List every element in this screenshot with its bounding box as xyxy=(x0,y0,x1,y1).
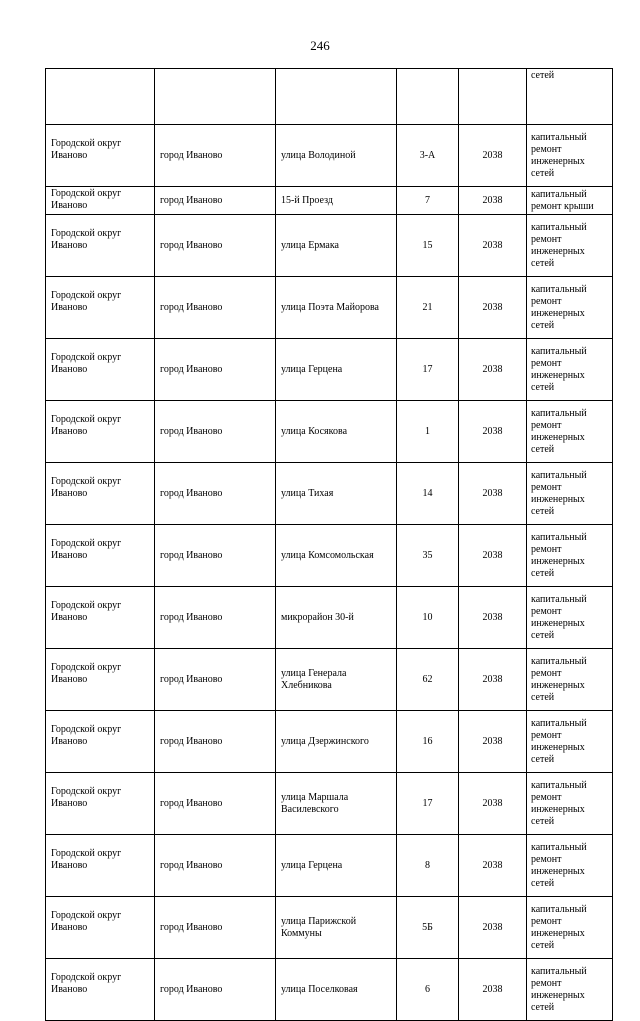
cell-city: город Иваново xyxy=(155,525,276,587)
cell-work: капитальный ремонт инженерных сетей xyxy=(527,339,613,401)
cell-region: Городской округ Иваново xyxy=(46,525,155,587)
cell-region: Городской округ Иваново xyxy=(46,897,155,959)
cell-year: 2038 xyxy=(459,401,527,463)
cell-house: 15 xyxy=(397,215,459,277)
table-row xyxy=(46,277,613,339)
cell-city: город Иваново xyxy=(155,463,276,525)
cell-region: Городской округ Иваново xyxy=(46,649,155,711)
cell-street: улица Генерала Хлебникова xyxy=(276,649,397,711)
cell-street: улица Герцена xyxy=(276,339,397,401)
cell-city: город Иваново xyxy=(155,897,276,959)
cell-year: 2038 xyxy=(459,463,527,525)
cell-region: Городской округ Иваново xyxy=(46,401,155,463)
cell-region: Городской округ Иваново xyxy=(46,587,155,649)
table-row xyxy=(46,711,613,773)
cell-city: город Иваново xyxy=(155,835,276,897)
cell-region: Городской округ Иваново xyxy=(46,711,155,773)
cell-year: 2038 xyxy=(459,277,527,339)
cell-street: улица Володиной xyxy=(276,125,397,187)
cell-house: 7 xyxy=(397,187,459,215)
cell-city: город Иваново xyxy=(155,959,276,1021)
cell-house: 16 xyxy=(397,711,459,773)
cell-house: 10 xyxy=(397,587,459,649)
cell-region: Городской округ Иваново xyxy=(46,339,155,401)
cell-year: 2038 xyxy=(459,897,527,959)
cell-city: город Иваново xyxy=(155,125,276,187)
cell-house: 17 xyxy=(397,339,459,401)
cell-work: капитальный ремонт инженерных сетей xyxy=(527,401,613,463)
cell-street xyxy=(276,69,397,125)
cell-work: капитальный ремонт инженерных сетей xyxy=(527,711,613,773)
table-row xyxy=(46,187,613,215)
cell-street: улица Комсомольская xyxy=(276,525,397,587)
cell-work: сетей xyxy=(527,69,613,125)
cell-work: капитальный ремонт инженерных сетей xyxy=(527,773,613,835)
cell-city: город Иваново xyxy=(155,401,276,463)
cell-house: 21 xyxy=(397,277,459,339)
cell-street: улица Парижской Коммуны xyxy=(276,897,397,959)
cell-city: город Иваново xyxy=(155,649,276,711)
cell-house: 3-А xyxy=(397,125,459,187)
cell-year: 2038 xyxy=(459,125,527,187)
cell-year: 2038 xyxy=(459,525,527,587)
cell-street: улица Косякова xyxy=(276,401,397,463)
page-number: 246 xyxy=(310,38,330,53)
cell-city: город Иваново xyxy=(155,711,276,773)
cell-year: 2038 xyxy=(459,187,527,215)
cell-house: 35 xyxy=(397,525,459,587)
cell-work: капитальный ремонт инженерных сетей xyxy=(527,125,613,187)
cell-year: 2038 xyxy=(459,959,527,1021)
cell-year xyxy=(459,69,527,125)
cell-year: 2038 xyxy=(459,835,527,897)
cell-region: Городской округ Иваново xyxy=(46,835,155,897)
cell-region: Городской округ Иваново xyxy=(46,959,155,1021)
registry-table-body xyxy=(46,69,613,1021)
cell-street: 15-й Проезд xyxy=(276,187,397,215)
cell-work: капитальный ремонт инженерных сетей xyxy=(527,277,613,339)
cell-city: город Иваново xyxy=(155,773,276,835)
table-row xyxy=(46,835,613,897)
registry-table xyxy=(45,68,613,1021)
cell-city: город Иваново xyxy=(155,215,276,277)
cell-city: город Иваново xyxy=(155,187,276,215)
cell-work: капитальный ремонт инженерных сетей xyxy=(527,215,613,277)
table-row xyxy=(46,525,613,587)
cell-city: город Иваново xyxy=(155,277,276,339)
cell-year: 2038 xyxy=(459,339,527,401)
table-row xyxy=(46,897,613,959)
cell-region: Городской округ Иваново xyxy=(46,125,155,187)
cell-work: капитальный ремонт инженерных сетей xyxy=(527,587,613,649)
cell-work: капитальный ремонт инженерных сетей xyxy=(527,649,613,711)
cell-region: Городской округ Иваново xyxy=(46,773,155,835)
table-row xyxy=(46,773,613,835)
cell-city xyxy=(155,69,276,125)
table-row xyxy=(46,215,613,277)
table-row xyxy=(46,587,613,649)
cell-region: Городской округ Иваново xyxy=(46,187,155,215)
cell-region: Городской округ Иваново xyxy=(46,215,155,277)
cell-year: 2038 xyxy=(459,711,527,773)
cell-work: капитальный ремонт инженерных сетей xyxy=(527,463,613,525)
cell-year: 2038 xyxy=(459,587,527,649)
cell-region: Городской округ Иваново xyxy=(46,277,155,339)
cell-city: город Иваново xyxy=(155,587,276,649)
cell-street: улица Поселковая xyxy=(276,959,397,1021)
cell-region xyxy=(46,69,155,125)
cell-work: капитальный ремонт крыши xyxy=(527,187,613,215)
table-row xyxy=(46,125,613,187)
cell-work: капитальный ремонт инженерных сетей xyxy=(527,835,613,897)
cell-year: 2038 xyxy=(459,773,527,835)
cell-year: 2038 xyxy=(459,215,527,277)
cell-work: капитальный ремонт инженерных сетей xyxy=(527,959,613,1021)
cell-house: 5Б xyxy=(397,897,459,959)
cell-street: улица Ермака xyxy=(276,215,397,277)
cell-region: Городской округ Иваново xyxy=(46,463,155,525)
cell-house: 6 xyxy=(397,959,459,1021)
table-row xyxy=(46,959,613,1021)
cell-house: 62 xyxy=(397,649,459,711)
cell-house: 8 xyxy=(397,835,459,897)
cell-work: капитальный ремонт инженерных сетей xyxy=(527,525,613,587)
cell-street: микрорайон 30-й xyxy=(276,587,397,649)
cell-city: город Иваново xyxy=(155,339,276,401)
cell-house: 14 xyxy=(397,463,459,525)
cell-street: улица Дзержинского xyxy=(276,711,397,773)
table-row xyxy=(46,339,613,401)
cell-year: 2038 xyxy=(459,649,527,711)
cell-street: улица Маршала Василевского xyxy=(276,773,397,835)
table-row xyxy=(46,463,613,525)
cell-street: улица Герцена xyxy=(276,835,397,897)
cell-work: капитальный ремонт инженерных сетей xyxy=(527,897,613,959)
table-row xyxy=(46,649,613,711)
cell-house: 1 xyxy=(397,401,459,463)
cell-house xyxy=(397,69,459,125)
cell-house: 17 xyxy=(397,773,459,835)
cell-street: улица Поэта Майорова xyxy=(276,277,397,339)
table-row-continued xyxy=(46,69,613,125)
table-row xyxy=(46,401,613,463)
cell-street: улица Тихая xyxy=(276,463,397,525)
